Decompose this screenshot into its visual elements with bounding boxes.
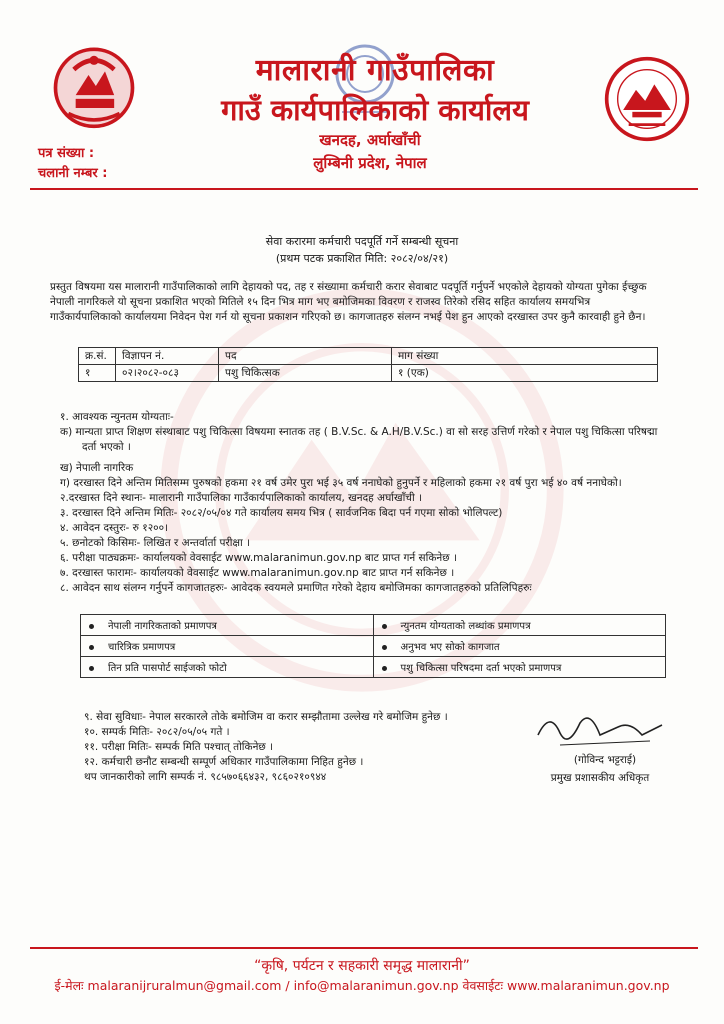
header-divider: [30, 188, 698, 190]
requirement-item: ६. परीक्षा पाठ्यक्रमः- कार्यालयको वेवसाईट www.malaranimun.gov.np बाट प्राप्त गर्न सकिनेछ ।: [60, 552, 457, 564]
bullet-icon: [382, 666, 387, 671]
closing-section: [84, 710, 534, 785]
table-cell: ०२।२०८२-०८३: [116, 365, 219, 382]
table-row: [81, 636, 666, 657]
requirement-item: ५. छनोटको किसिमः- लिखित र अन्तर्वार्ता परीक्षा ।: [60, 537, 251, 549]
bullet-icon: [89, 624, 94, 629]
table-cell: न्युनतम योग्यताको लब्धांक प्रमाणपत्र: [373, 615, 666, 636]
requirement-item: क) मान्यता प्राप्त शिक्षण संस्थाबाट पशु चिकित्सा विषयमा स्नातक तह ( B.V.Sc. & A.H/B.V.Sc.) वा सो सरह उत्तिर्ण गरेको र नेपाल पशु चिकित्सा परिषद्मा: [60, 426, 658, 438]
nepal-emblem-logo: [48, 42, 140, 130]
requirement-item: ७. दरखास्त फारामः- कार्यालयको वेवसाईट www.malaranimun.gov.np बाट प्राप्त गर्न सकिनेछ ।: [60, 567, 455, 579]
notice-intro: [50, 280, 690, 325]
letter-number-label: पत्र संख्या :: [38, 146, 95, 161]
municipality-logo: [601, 55, 693, 143]
table-row: [81, 657, 666, 678]
municipality-name: मालारानी गाउँपालिका: [255, 53, 495, 88]
requirement-item: ख) नेपाली नागरिक: [60, 462, 134, 474]
intro-line: गाउँकार्यपालिकाको कार्यालयमा निवेदन पेश गर्न यो सूचना प्रकाशन गरिएको छ। कागजातहरु संलग्न नभई पेश हुन आएको दरखास्त उपर कुनै कारवाही हुने छैन।: [50, 311, 646, 323]
requirement-item: ग) दरखास्त दिने अन्तिम मितिसम्म पुरुषको हकमा २१ वर्ष उमेर पुरा भई ३५ वर्ष ननाघेको हुनुपर्ने र महिलाको हकमा २१ वर्ष पुरा भई ४० वर्ष ननाघेको।: [60, 477, 622, 489]
signatory-designation: प्रमुख प्रशासकीय अधिकृत: [550, 772, 650, 784]
requirement-item: २.दरखास्त दिने स्थानः- मालारानी गाउँपालिका गाउँकार्यपालिकाको कार्यालय, खनदह अर्घाखाँची ।: [60, 492, 423, 504]
vacancy-table: [78, 347, 658, 382]
table-cell: पशु चिकित्सा परिषदमा दर्ता भएको प्रमाणपत्र: [373, 657, 666, 678]
closing-item: १०. सम्पर्क मितिः- २०८२/०५/०५ गते ।: [84, 726, 230, 738]
table-cell: १ (एक): [392, 365, 658, 382]
table-row: [79, 365, 658, 382]
bullet-icon: [382, 645, 387, 650]
office-name: गाउँ कार्यपालिकाको कार्यालय: [221, 93, 529, 127]
intro-line: नेपाली नागरिकले यो सूचना प्रकाशित भएको मितिले १५ दिन भित्र माग भए बमोजिमका विवरण र राजस्व तिरेको रसिद सहित कार्यालय समयभित्र: [50, 296, 591, 308]
documents-table: [80, 614, 666, 678]
requirement-item: ४. आवेदन दस्तुरः- रु १२००।: [60, 522, 169, 534]
requirement-item: ३. दरखास्त दिने अन्तिम मितिः- २०८२/०५/०४ गते कार्यालय समय भित्र ( सार्वजनिक बिदा पर्न गएमा सोको भोलिपल्ट): [60, 507, 503, 519]
notice-title: सेवा करारमा कर्मचारी पदपूर्ति गर्ने सम्बन्धी सूचना: [265, 235, 459, 248]
signature-mark: [530, 705, 670, 755]
table-cell: नेपाली नागरिकताको प्रमाणपत्र: [81, 615, 374, 636]
table-header-row: [79, 348, 658, 365]
dispatch-number-label: चलानी नम्बर :: [38, 166, 108, 181]
table-row: [81, 615, 666, 636]
bullet-icon: [89, 645, 94, 650]
bullet-icon: [382, 624, 387, 629]
requirement-item: दर्ता भएको ।: [82, 441, 131, 453]
requirement-heading: १. आवश्यक न्युनतम योग्यताः-: [60, 411, 174, 423]
requirement-item: ८. आवेदन साथ संलग्न गर्नुपर्ने कागजातहरुः- आवेदक स्वयमले प्रमाणित गरेको देहाय बमोजिमका कागजातहरुको प्रतिलिपिहरुः: [60, 582, 532, 594]
province-name: लुम्बिनी प्रदेश, नेपाल: [313, 154, 427, 172]
table-header: क्र.सं.: [79, 348, 116, 365]
table-cell: अनुभव भए सोको कागजात: [373, 636, 666, 657]
requirements-section: [60, 410, 700, 596]
notice-published-date: (प्रथम पटक प्रकाशित मिति: २०८२/०४/२१): [275, 252, 449, 265]
closing-item: ९. सेवा सुविधाः- नेपाल सरकारले तोके बमोजिम वा करार सम्झौतामा उल्लेख गरे बमोजिम हुनेछ ।: [84, 711, 448, 723]
table-header: माग संख्या: [392, 348, 658, 365]
contact-numbers: थप जानकारीको लागि सम्पर्क नं. ९८५७०६६४३२, ९८६०२१०९४४: [84, 771, 327, 783]
table-header: विज्ञापन नं.: [116, 348, 219, 365]
bullet-icon: [89, 666, 94, 671]
signatory-name: (गोविन्द भट्टराई): [573, 754, 637, 766]
footer-contact: ई-मेलः malaranijruralmun@gmail.com / info@malaranimun.gov.np वेवसाईटः www.malaranimun.gov.np: [54, 978, 670, 993]
closing-item: ११. परीक्षा मितिः- सम्पर्क मिति पश्चात् तोकिनेछ ।: [84, 741, 274, 753]
intro-line: प्रस्तुत विषयमा यस मालारानी गाउँपालिकाको लागि देहायको पद, तह र संख्यामा कर्मचारी करार सेवाबाट पदपूर्ति गर्नुपर्ने भएकोले देहायको योग्यता पुगेका ईच्छुक: [50, 281, 647, 293]
table-cell: चारित्रिक प्रमाणपत्र: [81, 636, 374, 657]
office-location: खनदह, अर्घाखाँची: [319, 131, 421, 149]
table-cell: पशु चिकित्सक: [219, 365, 392, 382]
footer-slogan: “कृषि, पर्यटन र सहकारी समृद्ध मालारानी”: [254, 958, 470, 974]
table-cell: १: [79, 365, 116, 382]
closing-item: १२. कर्मचारी छनौट सम्बन्धी सम्पूर्ण अधिकार गाउँपालिकामा निहित हुनेछ ।: [84, 756, 364, 768]
table-cell: तिन प्रति पासपोर्ट साईजको फोटो: [81, 657, 374, 678]
table-header: पद: [219, 348, 392, 365]
footer-divider: [30, 947, 698, 949]
